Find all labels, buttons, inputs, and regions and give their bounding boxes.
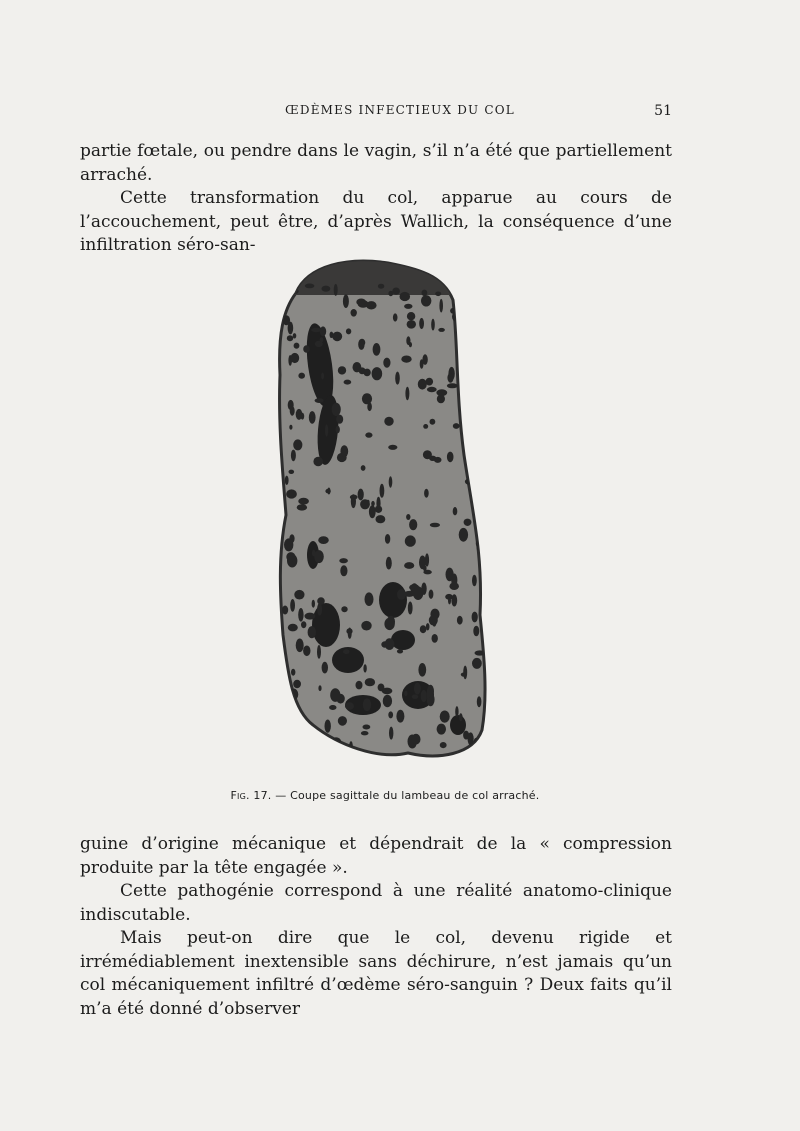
tissue-pore: [440, 711, 450, 723]
tissue-pore: [373, 343, 381, 356]
tissue-pore: [358, 339, 364, 350]
tissue-pore: [288, 721, 294, 733]
tissue-pore: [430, 523, 440, 528]
tissue-pore: [412, 694, 418, 699]
tissue-pore: [289, 470, 295, 474]
tissue-pore: [286, 489, 297, 498]
tissue-pore: [436, 389, 447, 396]
tissue-pore: [291, 450, 296, 462]
tissue-pore: [289, 425, 292, 430]
tissue-pore: [461, 346, 467, 355]
tissue-pore: [430, 419, 436, 425]
tissue-pore: [292, 733, 296, 744]
tissue-pore: [282, 606, 288, 615]
tissue-pore: [397, 649, 403, 653]
tissue-pore: [474, 341, 479, 354]
tissue-section-figure: [268, 255, 498, 765]
tissue-pore: [361, 465, 366, 471]
tissue-pore: [378, 284, 384, 289]
tissue-pore: [446, 568, 454, 582]
tissue-pore: [285, 476, 289, 485]
tissue-pore: [317, 603, 322, 616]
tissue-pore: [334, 284, 338, 296]
paragraph: Mais peut-on dire que le col, devenu rigide et irrémédiablement inextensible sans déchirure, n’est jamais qu’un col mécaniquement infiltré d’œdème séro-sanguin ? Deux faits qu’il m’a été donné d’observer: [80, 928, 672, 1019]
tissue-pore: [308, 626, 316, 638]
tissue-pore: [447, 383, 458, 388]
tissue-pore: [383, 695, 392, 707]
tissue-pore: [447, 373, 453, 383]
tissue-pore: [432, 618, 436, 627]
tissue-pore: [414, 683, 421, 695]
tissue-pore: [476, 355, 481, 368]
tissue-pore: [288, 290, 292, 297]
paragraph: partie fœtale, ou pendre dans le vagin, s’il n’a été que partiellement arraché.: [80, 141, 672, 185]
tissue-pore: [449, 582, 459, 590]
tissue-pore: [361, 731, 369, 735]
tissue-pore: [395, 372, 400, 385]
tissue-pore: [362, 393, 372, 404]
tissue-pore: [472, 658, 482, 669]
tissue-pore: [351, 309, 357, 317]
tissue-pore: [385, 638, 395, 650]
tissue-pore: [376, 515, 386, 523]
tissue-pore: [329, 705, 336, 710]
tissue-pore: [463, 666, 467, 680]
tissue-pore: [298, 373, 305, 379]
body-text-bottom: [80, 833, 672, 1021]
tissue-pore: [340, 565, 347, 576]
tissue-pore: [389, 727, 393, 740]
tissue-pore: [388, 711, 393, 718]
tissue-pore: [336, 415, 343, 424]
tissue-pore: [440, 742, 447, 748]
tissue-pore: [396, 710, 404, 723]
body-text-top: [80, 140, 672, 258]
tissue-pore: [314, 550, 324, 563]
tissue-pore: [383, 358, 390, 368]
tissue-pore: [317, 645, 321, 659]
tissue-pore: [393, 313, 398, 321]
tissue-pore: [336, 426, 340, 433]
figure-caption: [0, 789, 770, 802]
tissue-pore: [387, 616, 395, 628]
tissue-pore: [365, 678, 375, 686]
tissue-pore: [429, 590, 434, 599]
tissue-pore: [404, 691, 407, 697]
tissue-pore: [290, 353, 299, 363]
tissue-pore: [418, 379, 427, 390]
tissue-pore: [315, 398, 324, 403]
tissue-pore: [435, 292, 441, 297]
tissue-pore: [420, 625, 427, 633]
tissue-pore: [305, 613, 316, 620]
tissue-pore: [472, 575, 477, 587]
tissue-pore: [286, 552, 295, 562]
tissue-pore: [434, 457, 442, 463]
tissue-pore: [406, 514, 410, 520]
figure-label: Fig. 17.: [230, 789, 272, 802]
tissue-pore: [350, 495, 358, 500]
tissue-pore: [318, 685, 321, 691]
tissue-pore: [290, 599, 295, 612]
tissue-pore: [288, 624, 298, 632]
tissue-pore: [338, 366, 346, 374]
page-number: 51: [654, 103, 672, 119]
tissue-pore: [477, 696, 482, 707]
tissue-pore: [425, 553, 429, 566]
paragraph: guine d’origine mécanique et dépendrait de la « compression produite par la tête engagée ».: [80, 834, 672, 878]
tissue-pore: [330, 688, 340, 702]
tissue-pore: [353, 362, 362, 372]
tissue-pore: [343, 294, 349, 308]
tissue-pore: [475, 650, 485, 655]
tissue-pore: [388, 445, 397, 450]
tissue-pore: [459, 528, 468, 542]
tissue-pore: [296, 639, 304, 653]
tissue-pore: [363, 725, 371, 730]
tissue-pore: [322, 286, 331, 292]
tissue-pore: [376, 497, 380, 510]
tissue-pore: [426, 623, 430, 630]
tissue-pore: [294, 590, 304, 600]
paragraph: Cette transformation du col, apparue au cours de l’accouchement, peut être, d’après Wallich, la conséquence d’une infiltration séro-san-: [80, 188, 672, 255]
tissue-pore: [298, 498, 309, 505]
tissue-pore: [372, 367, 383, 380]
tissue-pore: [385, 534, 390, 544]
tissue-pore: [473, 626, 479, 637]
tissue-pore: [419, 556, 426, 570]
tissue-pore: [339, 558, 348, 563]
tissue-pore: [418, 663, 426, 677]
tissue-pore: [302, 730, 310, 734]
tissue-pore: [325, 720, 331, 733]
tissue-pore: [459, 330, 464, 336]
tissue-pore: [404, 562, 414, 569]
tissue-pore: [401, 356, 411, 363]
tissue-pore: [468, 311, 474, 319]
tissue-pore: [407, 312, 415, 320]
tissue-pore: [472, 612, 478, 623]
tissue-pore: [409, 519, 417, 530]
tissue-pore: [312, 550, 316, 557]
tissue-pore: [432, 634, 438, 643]
tissue-pore: [322, 662, 328, 674]
tissue-pore: [343, 649, 350, 654]
tissue-pore: [419, 318, 424, 329]
tissue-pore: [386, 557, 392, 570]
tissue-pore: [459, 713, 463, 721]
tissue-pore: [427, 387, 437, 392]
tissue-pore: [296, 409, 303, 420]
tissue-pore: [408, 602, 413, 615]
tissue-pore: [431, 319, 435, 331]
tissue-pore: [297, 504, 307, 510]
tissue-pore: [471, 427, 478, 435]
tissue-pore: [363, 664, 366, 672]
tissue-pore: [303, 646, 310, 657]
tissue-pore: [290, 406, 295, 416]
page-header: [0, 103, 800, 127]
tissue-pore: [340, 445, 348, 457]
tissue-pore: [478, 439, 482, 449]
tissue-pore: [365, 432, 372, 437]
tissue-pore: [344, 380, 352, 385]
tissue-pore: [332, 403, 341, 416]
tissue-pore: [293, 333, 297, 338]
tissue-pore: [380, 484, 385, 498]
tissue-pore: [412, 734, 421, 745]
tissue-pore: [320, 326, 326, 336]
tissue-pore: [332, 332, 342, 342]
tissue-pore: [341, 606, 347, 612]
tissue-pore: [463, 376, 471, 382]
tissue-pore: [405, 535, 416, 546]
tissue-pore: [437, 724, 446, 735]
tissue-pore: [423, 570, 431, 575]
tissue-pore: [325, 424, 328, 436]
tissue-section-illustration: [268, 255, 498, 765]
tissue-pore: [421, 583, 426, 595]
tissue-pore: [468, 732, 474, 745]
tissue-pore: [420, 359, 424, 368]
tissue-pore: [476, 491, 482, 500]
running-title: ŒDÈMES INFECTIEUX DU COL: [285, 103, 515, 117]
paragraph: Cette pathogénie correspond à une réalité anatomo-clinique indiscutable.: [80, 881, 672, 925]
tissue-pore: [284, 538, 293, 551]
tissue-pore: [361, 621, 371, 631]
tissue-pore: [369, 505, 376, 518]
tissue-pore: [424, 489, 429, 498]
tissue-pore: [404, 304, 412, 309]
tissue-pore: [464, 519, 472, 526]
tissue-pore: [461, 673, 467, 677]
tissue-pore: [363, 369, 370, 377]
tissue-pore: [313, 457, 323, 467]
tissue-pore: [439, 299, 443, 313]
tissue-pore: [407, 320, 416, 329]
tissue-pore: [287, 335, 293, 341]
tissue-pore: [286, 736, 293, 748]
tissue-pore: [325, 489, 330, 494]
tissue-pore: [388, 291, 393, 296]
tissue-pore: [421, 690, 427, 702]
tissue-pore: [356, 299, 366, 306]
tissue-pore: [457, 616, 463, 625]
tissue-pore: [317, 597, 325, 604]
tissue-pore: [371, 501, 375, 506]
tissue-pore: [293, 680, 301, 688]
tissue-pore: [363, 698, 371, 711]
tissue-pore: [469, 470, 477, 477]
tissue-pore: [346, 628, 352, 634]
tissue-pore: [392, 288, 400, 295]
tissue-pore: [365, 592, 374, 606]
figure-caption-text: — Coupe sagittale du lambeau de col arraché.: [275, 789, 540, 802]
tissue-pore: [438, 328, 445, 332]
tissue-pore: [447, 452, 454, 463]
tissue-pore: [356, 681, 363, 690]
tissue-pore: [366, 301, 377, 309]
tissue-pore: [287, 691, 292, 703]
tissue-pore: [318, 536, 329, 544]
tissue-pore: [291, 669, 295, 676]
tissue-pore: [309, 411, 316, 424]
tissue-pore: [345, 702, 354, 710]
tissue-pore: [400, 292, 411, 301]
tissue-pore: [453, 507, 458, 515]
tissue-pore: [321, 373, 324, 380]
tissue-pore: [346, 328, 351, 334]
tissue-pore: [455, 706, 458, 717]
tissue-pore: [427, 688, 430, 700]
tissue-pore: [421, 295, 431, 306]
tissue-pore: [422, 290, 428, 296]
tissue-pore: [405, 387, 409, 400]
tissue-pore: [303, 345, 310, 353]
tissue-pore: [366, 500, 369, 505]
tissue-pore: [423, 450, 432, 459]
tissue-pore: [397, 589, 406, 600]
tissue-pore: [338, 716, 347, 726]
tissue-pore: [293, 732, 302, 746]
tissue-pore: [382, 688, 393, 695]
tissue-pore: [384, 417, 393, 426]
tissue-pore: [312, 600, 315, 608]
tissue-pore: [358, 489, 364, 501]
tissue-pore: [298, 608, 303, 622]
tissue-pore: [294, 343, 300, 349]
tissue-pore: [389, 476, 393, 487]
tissue-pore: [293, 439, 302, 450]
tissue-pore: [409, 342, 412, 347]
tissue-pore: [330, 332, 334, 338]
tissue-pore: [423, 424, 428, 429]
tissue-pore: [445, 594, 453, 600]
tissue-pore: [453, 423, 460, 429]
tissue-pore: [305, 284, 315, 289]
tissue-pore: [301, 621, 306, 628]
tissue-pore: [320, 337, 324, 342]
